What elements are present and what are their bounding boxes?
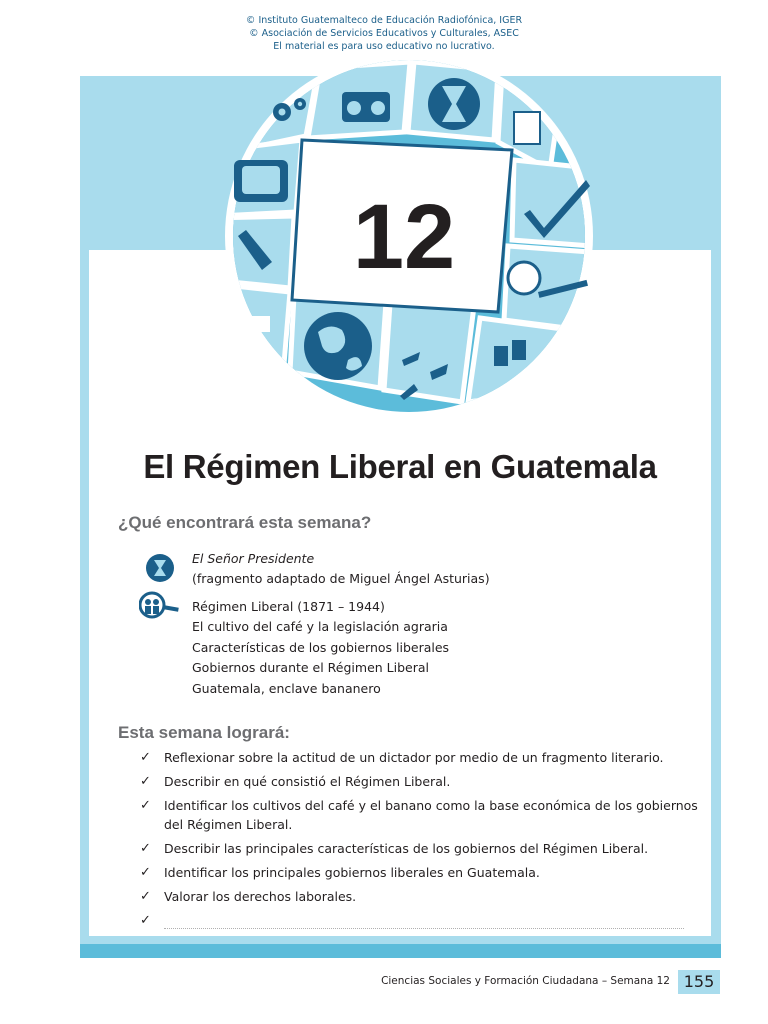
people-magnifier-icon — [508, 262, 540, 294]
study-item: Guatemala, enclave bananero — [192, 680, 381, 696]
goal-item — [140, 839, 700, 858]
hands-tile — [384, 304, 474, 402]
copyright-line-iger: © Instituto Guatemalteco de Educación Radiofónica, IGER — [245, 15, 523, 26]
unit-number: 12 — [352, 186, 456, 288]
topics-heading: ¿Qué encontrará esta semana? — [118, 513, 372, 532]
www-icon — [224, 316, 270, 332]
bottom-stripe — [80, 944, 721, 958]
people-magnifier-icon — [139, 591, 181, 623]
goal-text: Describir las principales características de los gobiernos del Régimen Liberal. — [164, 841, 649, 856]
check-icon: ✓ — [140, 798, 151, 813]
goal-item — [140, 863, 700, 882]
study-item: Gobiernos durante el Régimen Liberal — [192, 660, 430, 676]
check-icon: ✓ — [140, 913, 151, 928]
goal-text: Valorar los derechos laborales. — [164, 889, 357, 904]
study-item: El cultivo del café y la legislación agraria — [192, 619, 448, 635]
goal-text: Identificar los cultivos del café y el banano como la base económica de los gobiernos del Régimen Liberal. — [164, 798, 698, 832]
check-icon: ✓ — [140, 841, 151, 856]
goal-item — [140, 887, 700, 906]
copyright-line-usage: El material es para uso educativo no lucrativo. — [273, 41, 495, 52]
goal-item — [140, 772, 700, 791]
check-icon: ✓ — [140, 865, 151, 880]
copyright-line-asec: © Asociación de Servicios Educativos y Culturales, ASEC — [249, 28, 519, 39]
hourglass-icon — [145, 553, 175, 583]
study-item: Régimen Liberal (1871 – 1944) — [192, 599, 385, 614]
goal-text: Identificar los principales gobiernos liberales en Guatemala. — [164, 865, 540, 880]
goal-item — [140, 796, 700, 834]
check-icon: ✓ — [140, 750, 151, 765]
goals-list — [140, 748, 700, 928]
unit-globe-graphic — [0, 0, 768, 440]
page-number: 155 — [678, 970, 720, 994]
study-item: Características de los gobiernos liberales — [192, 639, 450, 655]
goal-item — [140, 748, 700, 767]
page-title: El Régimen Liberal en Guatemala — [143, 448, 657, 485]
topic-reading — [192, 549, 490, 590]
reading-title: El Señor Presidente — [192, 551, 315, 566]
notes-icon — [514, 112, 540, 144]
goals-heading: Esta semana logrará: — [118, 723, 290, 742]
reading-subtitle: (fragmento adaptado de Miguel Ángel Asturias) — [192, 571, 490, 587]
goal-text: Describir en qué consistió el Régimen Liberal. — [164, 774, 451, 789]
check-icon: ✓ — [140, 889, 151, 904]
topic-study-list — [192, 597, 449, 699]
blank-answer-line[interactable] — [164, 928, 684, 929]
check-icon: ✓ — [140, 774, 151, 789]
signs-icon — [494, 346, 508, 366]
goal-text: Reflexionar sobre la actitud de un dictador por medio de un fragmento literario. — [164, 750, 664, 765]
footer-course-label: Ciencias Sociales y Formación Ciudadana – Semana 12 — [381, 975, 670, 987]
